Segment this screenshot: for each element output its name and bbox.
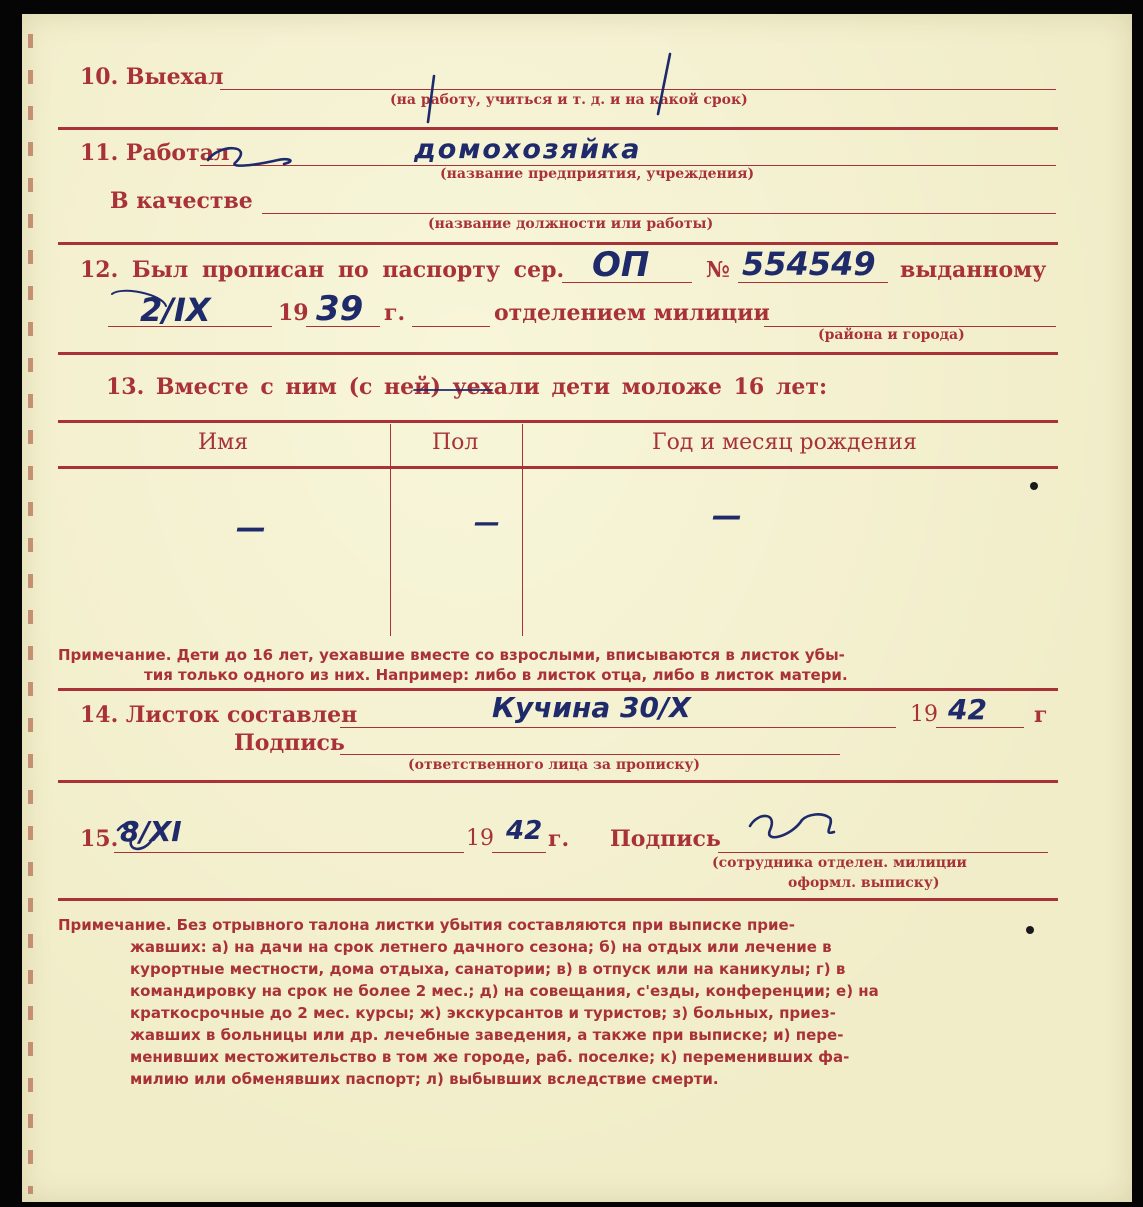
children-name-dash: — (236, 511, 266, 546)
officer-signature (750, 814, 834, 837)
issue-year-suffix: г. (384, 300, 406, 326)
compiled-handwritten: Кучина 30/X (492, 691, 691, 724)
number-label: № (706, 257, 730, 283)
footnote-line-7: менивших местожительство в том же городе, раб. поселке; к) переменивших фа- (130, 1048, 850, 1066)
punch-hole (1030, 482, 1038, 490)
section-15-sign-label: Подпись (610, 826, 721, 852)
section-15-year-suffix: г. (548, 826, 570, 852)
passport-series-handwritten: ОП (592, 245, 650, 285)
section-15-year-prefix: 19 (466, 826, 494, 851)
section-10-caption: (на работу, учиться и т. д. и на какой срок) (390, 92, 748, 108)
children-birth-dash: — (712, 499, 742, 534)
compiled-year-handwritten: 42 (948, 693, 987, 726)
children-sex-dash: — (474, 508, 500, 538)
handwriting-strokes (22, 14, 1132, 1202)
children-note-line-2: тия только одного из них. Например: либо в листок отца, либо в листок матери. (144, 666, 848, 684)
section-11-caption-2: (название должности или работы) (428, 216, 714, 232)
section-15-label: 15. (80, 826, 119, 852)
section-12-label: 12. Был прописан по паспорту сер. (80, 257, 565, 283)
section-15-date-handwritten: 8/XI (120, 815, 182, 848)
footnote-line-2: жавших: а) на дачи на срок летнего дачного сезона; б) на отдых или лечение в (130, 938, 832, 956)
section-14-sign-label: Подпись (234, 730, 345, 756)
section-14-label: 14. Листок составлен (80, 702, 358, 728)
section-13-label: 13. Вместе с ним (с ней) уехали дети моложе 16 лет: (106, 374, 828, 400)
children-note-line-1: Примечание. Дети до 16 лет, уехавшие вместе со взрослыми, вписываются в листок убы- (58, 646, 845, 664)
punch-hole-2 (1026, 926, 1034, 934)
role-label: В качестве (110, 188, 253, 214)
section-15-flourish (118, 823, 152, 849)
section-10-dash-stroke-2 (658, 54, 670, 114)
section-14-caption: (ответственного лица за прописку) (408, 757, 701, 773)
issue-year-prefix: 19 (278, 300, 309, 326)
section-15-caption-1: (сотрудника отделен. милиции (712, 855, 967, 871)
footnote-line-8: милию или обменявших паспорт; л) выбывших вследствие смерти. (130, 1070, 719, 1088)
children-col-birth: Год и месяц рождения (652, 430, 917, 455)
issued-label: выданному (900, 257, 1047, 283)
footnote-line-6: жавших в больницы или др. лечебные заведения, а также при выписке; и) пере- (130, 1026, 844, 1044)
compiled-year-suffix: г (1034, 702, 1048, 728)
section-11-caption-1: (название предприятия, учреждения) (440, 166, 755, 182)
section-12-caption: (района и города) (818, 327, 965, 343)
section-11-label: 11. Работал (80, 140, 230, 166)
children-col-name: Имя (198, 430, 249, 455)
section-10-label: 10. Выехал (80, 64, 224, 90)
passport-number-handwritten: 554549 (742, 245, 876, 283)
section-10-dash-stroke (428, 76, 434, 122)
issue-date-handwritten: 2/IX (140, 291, 211, 329)
section-15-year-handwritten: 42 (506, 816, 543, 846)
departure-form-sheet (22, 14, 1132, 1202)
footnote-line-5: краткосрочные до 2 мес. курсы; ж) экскурсантов и туристов; з) больных, приез- (130, 1004, 836, 1022)
section-15-caption-2: оформл. выписку) (788, 875, 940, 891)
footnote-line-1: Примечание. Без отрывного талона листки убытия составляются при выписке прие- (58, 916, 795, 934)
compiled-year-prefix: 19 (910, 702, 938, 727)
section-11-scribble (208, 148, 290, 165)
children-col-sex: Пол (432, 430, 479, 455)
issue-year-handwritten: 39 (316, 289, 364, 329)
issued-by-label: отделением милиции (494, 300, 770, 326)
footnote-line-3: курортные местности, дома отдыха, санатории; в) в отпуск или на каникулы; г) в (130, 960, 846, 978)
footnote-line-4: командировку на срок не более 2 мес.; д) на совещания, с'езды, конференции; е) на (130, 982, 879, 1000)
employer-handwritten: домохозяйка (414, 134, 642, 165)
section-12-strikeout (112, 291, 166, 306)
